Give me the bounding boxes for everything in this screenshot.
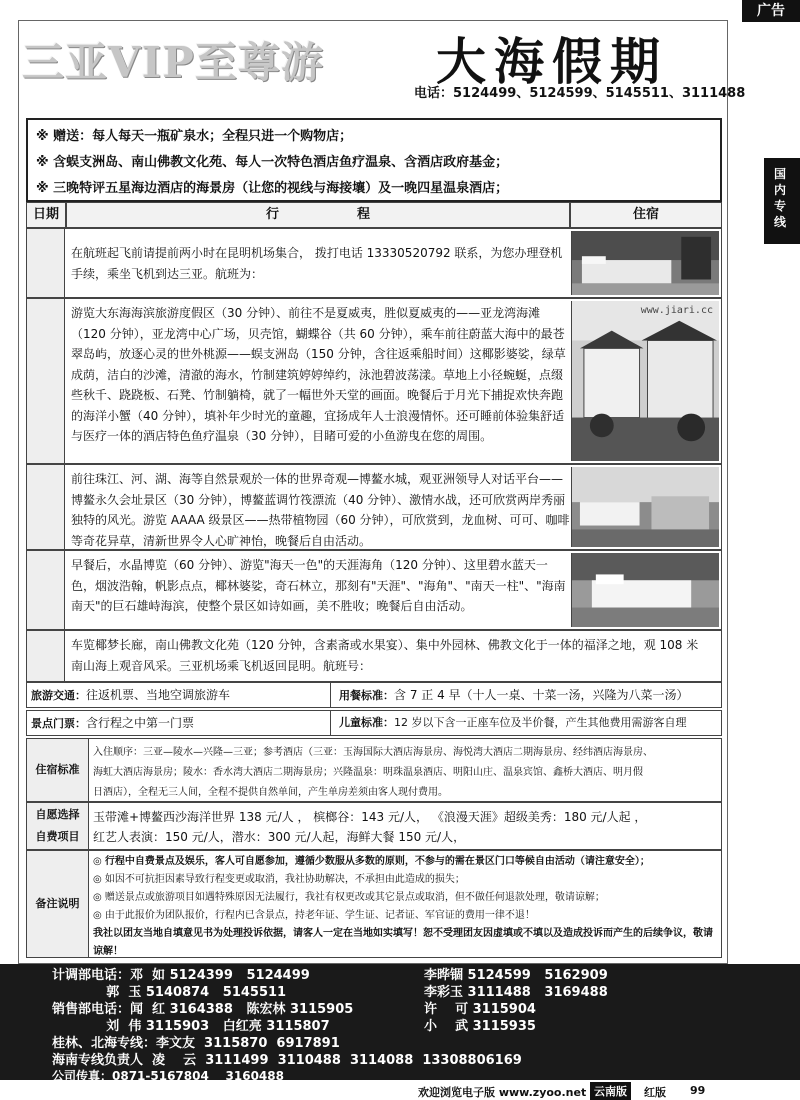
resort-photo <box>571 301 719 461</box>
contact-line: 郭 玉 5140874 5145511 <box>52 985 287 1000</box>
note-final: 我社以团友当地自填意见书为处理投诉依据，请客人一定在当地如实填写！恕不受理团友因虚填或不填以及造成投诉而产生的后续争议，敬请谅解！ <box>93 928 713 957</box>
transport-value: 往返机票、当地空调旅游车 <box>86 688 231 702</box>
page-footer <box>0 1080 800 1100</box>
header-itinerary: 行 程 <box>66 202 570 228</box>
hotel-standard-line: 日酒店），全程无三人间，全程不提供自然单间，产生单房差须由客人现付费用。 <box>93 787 448 798</box>
contact-line: 计调部电话：邓 如 5124399 5124499 <box>52 968 310 983</box>
hotel-standard-line: 海虹大酒店海景房；陵水：香水湾大酒店二期海景房；兴隆温泉：明珠温泉酒店、明阳山庄、温泉宾馆、鑫桥大酒店、明月假 <box>93 767 643 778</box>
ticket-value: 含行程之中第一门票 <box>86 716 195 730</box>
contact-line: 李彩玉 3111488 3169488 <box>424 985 608 1000</box>
contact-line: 公司传真：0871-5167804 3160488 <box>52 1069 284 1083</box>
gift-line: ※ 三晚特评五星海边酒店的海景房（让您的视线与海接壤）及一晚四星温泉酒店； <box>36 181 509 196</box>
day-cell <box>27 551 65 629</box>
itinerary-row <box>26 464 722 550</box>
note-bullet-icon: ◎ <box>93 910 105 921</box>
contact-line: 刘 伟 3115903 白红亮 3115807 <box>52 1019 330 1034</box>
ticket-label: 景点门票： <box>31 717 86 730</box>
day-cell <box>27 229 65 297</box>
ad-tag: 广告 <box>742 0 800 22</box>
hotel-suite-photo <box>571 467 719 547</box>
meal-label: 用餐标准： <box>339 689 394 702</box>
ticket-child-row <box>26 710 722 736</box>
optional-items-row <box>26 802 722 850</box>
note-item: ◎ 由于此报价为团队报价，行程内已含景点，持老年证、学生证、记者证、军官证的费用一律不退！ <box>93 910 535 921</box>
note-bullet-icon: ◎ <box>93 856 105 867</box>
slogan-title: 三亚VIP至尊游 <box>22 38 324 87</box>
child-label: 儿童标准： <box>339 716 394 729</box>
day-cell <box>27 465 65 549</box>
itinerary-row <box>26 630 722 682</box>
day-text: 游览大东海海滨旅游度假区（30 分钟）、前往不是夏威夷，胜似夏威夷的——亚龙湾海滩（120 分钟），亚龙湾中心广场，贝壳馆，蝴蝶谷（共 60 分钟），乘车前往蔚蓝大海中的最苍翠岛屿，放逐心灵的世外桃源——蜈支洲岛（150 分钟，含往返乘船时间）这椰影婆娑，绿草成荫，洁白的沙滩，清澈的海水，竹制建筑婷婷绰约，泳池碧波荡漾。草地上小径蜿蜒，点缀些秋千、跷跷板、石凳、竹制躺椅，就了一幅世外天堂的画面。晚餐后于月光下捕捉欢快奔跑的海洋小蟹（40 分钟），填补年少时光的童趣，宜扬成年人士浪漫情怀。还可睡前体验集舒适与医疗一体的酒店特色鱼疗温泉（30 分钟），目睹可爱的小鱼游曳在您的周围。 <box>71 306 566 443</box>
day-text: 在航班起飞前请提前两小时在昆明机场集合， 拨打电话 13330520792 联系，为您办理登机手续，乘坐飞机到达三亚。航班为： <box>71 246 563 281</box>
notes-label: 备注说明 <box>27 851 89 957</box>
watermark-text: www.jiari.cc <box>640 305 713 316</box>
note-item: ◎ 如因不可抗拒因素导致行程变更或取消，我社协助解决，不承担由此造成的损失； <box>93 874 465 885</box>
hotel-standard-line: 入住顺序：三亚—陵水—兴隆—三亚；参考酒店（三亚：玉海国际大酒店海景房、海悦湾大酒店二期海景房、经纬酒店海景房、 <box>93 747 653 758</box>
contact-line: 小 武 3115935 <box>424 1019 536 1034</box>
contact-line: 李晔锢 5124599 5162909 <box>424 968 608 983</box>
brand-phone: 电话：5124499、5124599、5145511、3111488 <box>414 86 746 101</box>
itinerary-row <box>26 228 722 298</box>
day-text: 前往珠江、河、湖、海等自然景观於一体的世界奇观—博鳌水城，观亚洲领导人对话平台——博鳌永久会址景区（30 分钟），博鳌蓝调竹筏漂流（40 分钟）、激情水战，还可欣赏两岸秀丽独特的风光。游览 AAAA 级景区——热带植物园（60 分钟），可欣赏到，龙血树、可可、咖啡等奇花异草，清新世界令人心旷神怡，晚餐后自由活动。 <box>71 472 570 548</box>
header-date: 日期 <box>26 202 66 228</box>
child-value: 12 岁以下含一正座车位及半价餐，产生其他费用需游客自理 <box>394 716 687 729</box>
footer-edition: 云南版 <box>590 1082 631 1100</box>
brand-logo-text: 大海假期 <box>436 32 668 91</box>
day-cell <box>27 299 65 463</box>
day-cell <box>27 631 65 681</box>
gift-line: ※ 含蜈支洲岛、南山佛教文化苑、每人一次特色酒店鱼疗温泉、含酒店政府基金； <box>36 155 509 170</box>
transport-meal-row <box>26 682 722 708</box>
optional-label: 自愿选择 <box>35 808 80 821</box>
contact-line: 海南专线负责人 凌 云 3111499 3110488 3114088 13308806169 <box>52 1053 522 1068</box>
optional-line: 玉带滩+博鳌西沙海洋世界 138 元/人 ， 槟榔谷：143 元/人， 《浪漫天涯》超级美秀：180 元/人起 ， <box>93 810 647 824</box>
section-tab: 国内专线 <box>764 158 800 244</box>
transport-label: 旅游交通： <box>31 689 86 702</box>
day-text: 车览椰梦长廊，南山佛教文化苑（120 分钟，含素斋或水果宴）、集中外园林、佛教文化于一体的福泽之地，观 108 米南山海上观音风采。三亚机场乘飞机返回昆明。航班号： <box>71 638 699 673</box>
hotel-standard-row <box>26 738 722 802</box>
note-item: ◎ 赠送景点或旅游项目如遇特殊原因无法履行，我社有权更改或其它景点或取消，但不做任何退款处理，敬请谅解； <box>93 892 605 903</box>
itinerary-row <box>26 550 722 630</box>
optional-line: 红艺人表演：150 元/人，潜水：300 元/人起，海鲜大餐 150 元/人， <box>93 830 466 844</box>
hotel-bedroom-photo <box>571 553 719 627</box>
header-hotel: 住宿 <box>570 202 722 228</box>
hotel-room-photo <box>571 231 719 295</box>
notes-row <box>26 850 722 958</box>
gift-line: ※ 赠送：每人每天一瓶矿泉水；全程只进一个购物店； <box>36 129 353 144</box>
footer-browse: 欢迎浏览电子版 www.zyoo.net <box>418 1086 587 1099</box>
note-item: ◎ 行程中自费景点及娱乐，客人可自愿参加，遵循少数服从多数的原则，不参与的需在景区门口等候自由活动（请注意安全）； <box>93 856 650 867</box>
itinerary-row <box>26 298 722 464</box>
gift-box <box>26 118 722 202</box>
contact-line: 销售部电话：闻 红 3164388 陈宏林 3115905 <box>52 1002 354 1017</box>
contact-line: 桂林、北海专线：李文友 3115870 6917891 <box>52 1036 340 1051</box>
contact-panel <box>0 964 800 1083</box>
footer-color: 红版 <box>644 1086 666 1099</box>
optional-label: 自费项目 <box>35 830 80 843</box>
meal-value: 含 7 正 4 早（十人一桌、十菜一汤，兴隆为八菜一汤） <box>394 688 689 702</box>
hotel-standard-label: 住宿标准 <box>27 739 89 801</box>
note-bullet-icon: ◎ <box>93 892 105 903</box>
day-text: 早餐后，水晶博览（60 分钟）、游览"海天一色"的天涯海角（120 分钟）、这里碧水蓝天一色，烟波浩翰，帆影点点，椰林婆娑，奇石林立，那刻有"天涯"、"海角"、"南天一柱"、"海南南天"的巨石雄峙海滨，使整个景区如诗如画，美不胜收；晚餐后自由活动。 <box>71 558 566 613</box>
contact-line: 许 可 3115904 <box>424 1002 536 1017</box>
note-bullet-icon: ◎ <box>93 874 105 885</box>
footer-page-number: 99 <box>690 1084 706 1097</box>
